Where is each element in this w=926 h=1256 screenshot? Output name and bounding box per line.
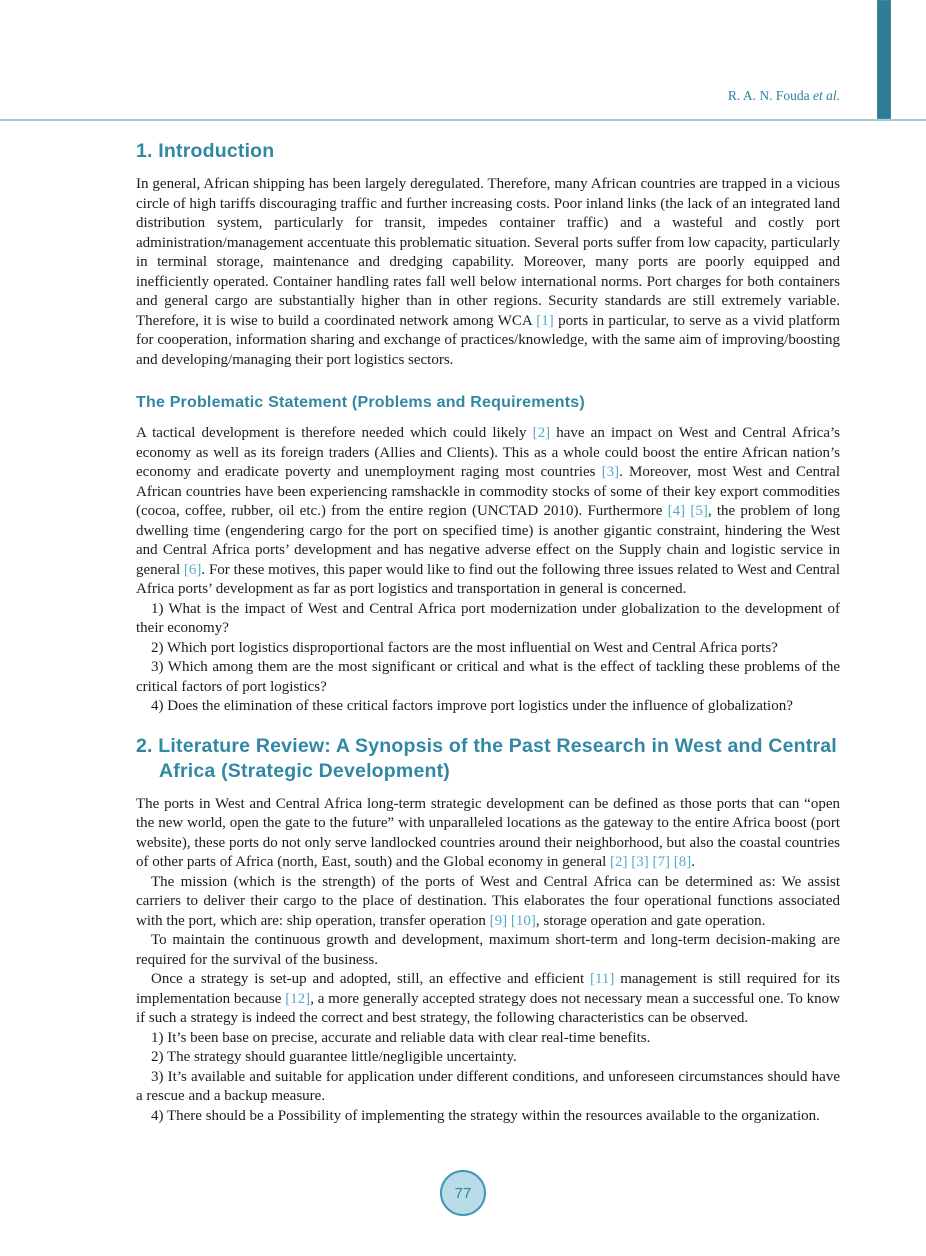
paragraph: To maintain the continuous growth and development, maximum short-term and long-term decision-making are required for the survival of the business. xyxy=(136,932,840,968)
citation-link[interactable]: [10] xyxy=(510,912,536,929)
paragraph: A tactical development is therefore needed which could likely [2] have an impact on West and Central Africa’s economy as well as its foreign traders (Allies and Clients). This as a whole could boost the entire African nation’s economy and eradicate poverty and unemployment raging most countries [3]. Moreover, most West and Central African countries have been experiencing ramshackle in commodity stocks of some of their key export commodities (cocoa, coffee, rubber, oil etc.) from the entire region (UNCTAD 2010). Furthermore [4] [5], the problem of long dwelling time (engendering cargo for the port on specified time) is another gigantic constraint, hindering the West and Central Africa ports’ development and has negative adverse effect on the Supply chain and logistic service in general [6]. For these motives, this paper would like to find out the following three issues related to West and Central Africa ports’ development as far as port logistics and transportation in general is concerned. xyxy=(136,425,841,597)
paragraph: 1) It’s been base on precise, accurate and reliable data with clear real-time benefits. xyxy=(151,1029,651,1046)
citation-link[interactable]: [3] xyxy=(631,854,649,870)
paragraph: The mission (which is the strength) of the ports of West and Central Africa can be determined as: We assist carriers to deliver their cargo to the place of destination. This elaborates the four operational functions associated with the port, which are: ship operation, transfer operation [9] [10], storage operation and gate operation. xyxy=(136,873,840,929)
section-heading: 1. Introduction xyxy=(136,140,275,162)
paragraph: 2) The strategy should guarantee little/negligible uncertainty. xyxy=(151,1049,517,1065)
page-number-badge xyxy=(440,1170,486,1216)
citation-link[interactable]: [6] xyxy=(183,561,202,578)
citation-link[interactable]: [11] xyxy=(589,971,615,987)
paragraph: 3) It’s available and suitable for application under different conditions, and unforeseen circumstances should have a rescue and a backup measure. xyxy=(136,1068,840,1104)
paragraph: 1) What is the impact of West and Central Africa port modernization under globalization to the development of their economy? xyxy=(136,600,840,636)
paragraph: 2) Which port logistics disproportional factors are the most influential on West and Central Africa ports? xyxy=(151,639,778,656)
running-head-etal: et al. xyxy=(813,88,840,103)
citation-link[interactable]: [7] xyxy=(652,854,671,870)
citation-link[interactable]: [8] xyxy=(673,854,692,870)
citation-link[interactable]: [12] xyxy=(285,990,311,1007)
paragraph: 3) Which among them are the most significant or critical and what is the effect of tackling these problems of the critical factors of port logistics? xyxy=(136,659,840,695)
paragraph: The ports in West and Central Africa long-term strategic development can be defined as those ports that can “open the new world, open the gate to the future” with unparalleled locations as the gateway to the entire Africa boost (port website), these ports do not only serve landlocked countries around their neighborhood, but also the coastal countries of other parts of Africa (north, East, south) and the Global economy in general [2] [3] [7] [8]. xyxy=(136,795,840,870)
citation-link[interactable]: [2] xyxy=(532,425,551,441)
paragraph: Once a strategy is set-up and adopted, still, an effective and efficient [11] management is still required for its implementation because [12], a more generally accepted strategy does not necessary mean a successful one. To know if such a strategy is indeed the correct and best strategy, the following characteristics can be observed. xyxy=(136,971,840,1026)
citation-link[interactable]: [5] xyxy=(690,503,708,519)
paragraph: 4) There should be a Possibility of implementing the strategy within the resources available to the organization. xyxy=(151,1107,820,1124)
section-heading: 2. Literature Review: A Synopsis of the Past Research in West and Central Africa (Strategic Development) xyxy=(136,734,837,782)
running-head-author: R. A. N. Fouda xyxy=(727,88,813,103)
header-accent-bar xyxy=(877,0,891,119)
citation-link[interactable]: [9] xyxy=(489,912,508,929)
citation-link[interactable]: [1] xyxy=(536,312,554,329)
subsection-heading: The Problematic Statement (Problems and Requirements) xyxy=(136,394,585,411)
paragraph: 4) Does the elimination of these critical factors improve port logistics under the influence of globalization? xyxy=(151,698,793,714)
header-rule xyxy=(0,119,926,121)
paragraph: In general, African shipping has been largely deregulated. Therefore, many African countries are trapped in a vicious circle of high tariffs discouraging traffic and further increasing costs. Poor inland links (the lack of an integrated land distribution system, particularly for transit, impedes container traffic) and a wasteful and costly port administration/management accentuate this problematic situation. Several ports suffer from low capacity, particularly in terminal storage, maintenance and dredging capability. Moreover, many ports are poorly equipped and inefficiently operated. Container handling rates fall well below international norms. Port charges for both containers and general cargo are substantially higher than in other regions. Security standards are still extremely variable. Therefore, it is wise to build a coordinated network among WCA [1] ports in particular, to serve as a vivid platform for cooperation, information sharing and exchange of practices/knowledge, with the same aim of improving/boosting and developing/managing their port logistics sectors. xyxy=(136,176,840,368)
article-body xyxy=(136,122,840,1126)
citation-link[interactable]: [2] xyxy=(610,854,628,870)
page-number: 77 xyxy=(454,1184,472,1202)
running-head xyxy=(728,88,840,104)
citation-link[interactable]: [4] xyxy=(667,503,686,519)
citation-link[interactable]: [3] xyxy=(601,464,620,480)
